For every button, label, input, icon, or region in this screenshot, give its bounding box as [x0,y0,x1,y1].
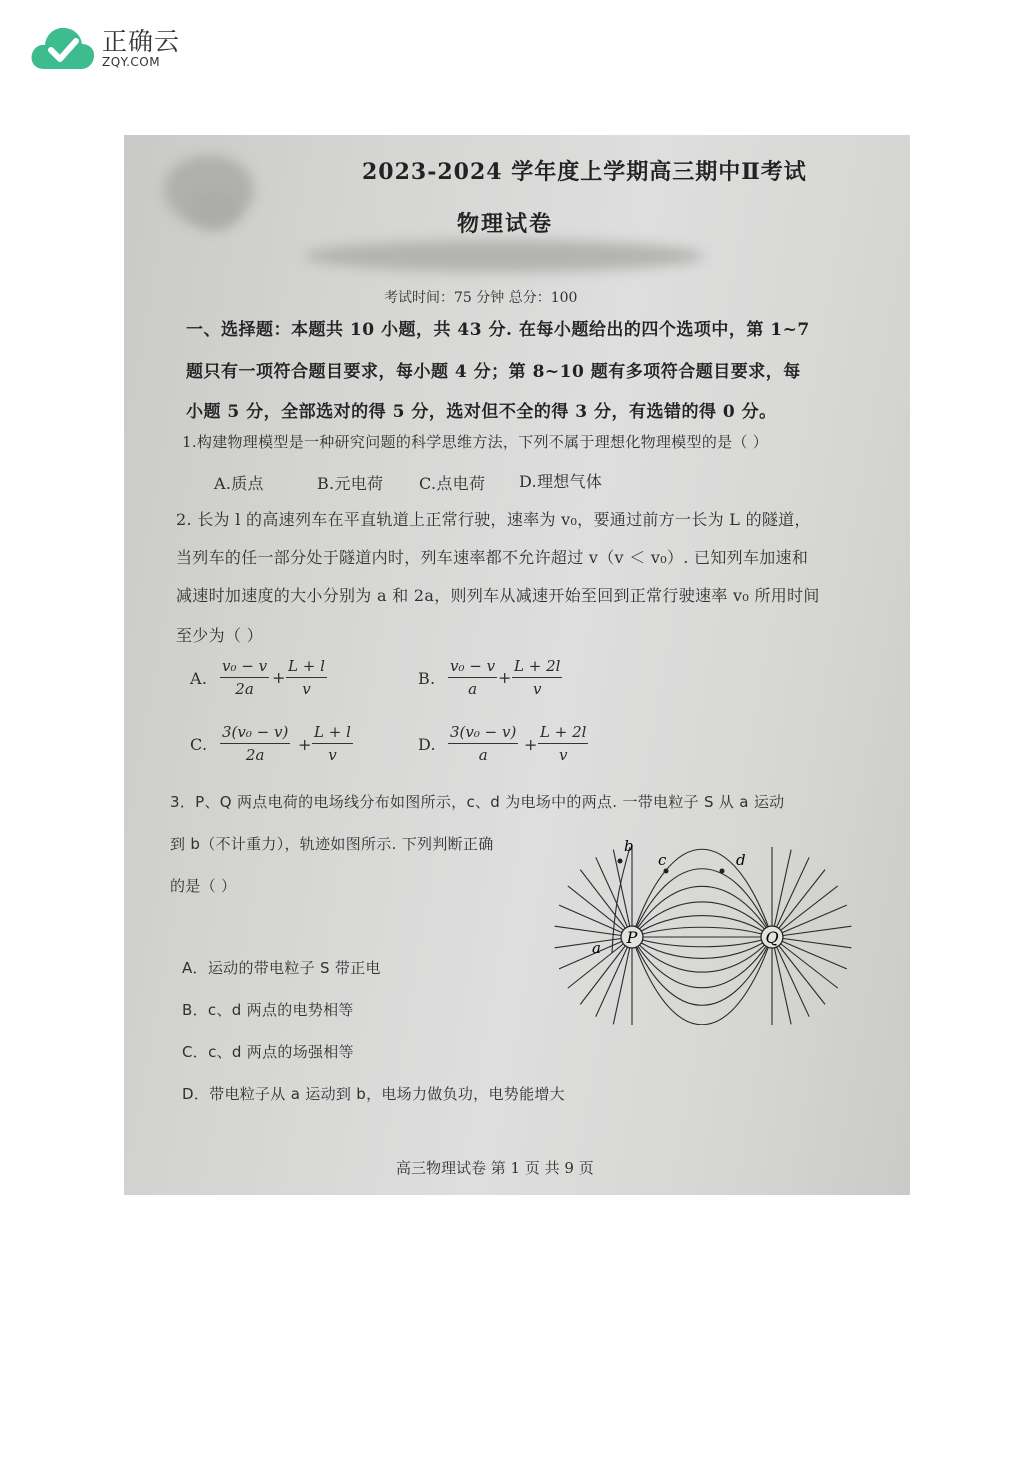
point-b-label: b [624,837,634,855]
point-a-label: a [592,939,601,957]
section-instruction-line: 题只有一项符合题目要求，每小题 4 分；第 8~10 题有多项符合题目要求，每 [186,362,801,382]
field-line [632,937,772,947]
question-1-stem: 1.构建物理模型是一种研究问题的科学思维方法，下列不属于理想化物理模型的是（ ） [182,433,769,451]
q2-option-b-fraction-2: $\frac{L + 2l}{v}$ [514,657,561,698]
q2-option-a-label: A. [190,669,208,688]
field-line [632,916,772,937]
q2-option-c-fraction-1: $\frac{\text{3(v₀ − v)}}{2a}$ [222,723,289,764]
point-marker [618,859,623,864]
brand-logo [30,22,180,74]
field-line [632,927,772,937]
q3-option-c: C．c、d 两点的场强相等 [182,1043,354,1061]
section-instruction-line: 一、选择题：本题共 10 小题，共 43 分. 在每小题给出的四个选项中，第 1~7 [186,320,810,340]
exam-title: 2023-2024 学年度上学期高三期中Ⅱ考试 [362,159,807,185]
q3-option-b: B．c、d 两点的电势相等 [182,1001,354,1019]
question-3-line: 3．P、Q 两点电荷的电场线分布如图所示，c、d 为电场中的两点. 一带电粒子 S 从 a 运动 [170,793,785,811]
q3-option-d: D．带电粒子从 a 运动到 b，电场力做负功，电势能增大 [182,1085,565,1103]
field-line [632,937,772,958]
point-c-label: c [658,851,667,869]
brand-name-en: ZQY.COM [102,54,161,69]
q2-option-d-fraction-2: $\frac{L + 2l}{v}$ [540,723,587,764]
q1-option-c: C.点电荷 [419,474,486,493]
cloud-check-icon [30,23,96,73]
field-line [632,849,772,937]
q2-option-b-label: B. [418,669,436,688]
charge-p-label: P [626,928,638,947]
page-footer: 高三物理试卷 第 1 页 共 9 页 [396,1159,594,1177]
exam-info: 考试时间：75 分钟 总分：100 [384,290,578,306]
charge-q-label: Q [765,928,779,947]
q1-option-a: A.质点 [214,474,264,493]
question-3-line: 的是（ ） [170,877,237,895]
question-2-line: 至少为（ ） [176,626,263,645]
field-line [632,937,772,988]
q2-option-c-label: C. [190,735,208,754]
electric-field-diagram [554,835,854,1029]
question-2-line: 2. 长为 l 的高速列车在平直轨道上正常行驶，速率为 v₀，要通过前方一长为 L 的隧道， [176,510,811,529]
plus-sign: + [298,735,312,754]
plus-sign: + [524,735,538,754]
plus-sign: + [498,668,512,687]
subject-title: 物理试卷 [457,211,554,237]
q2-option-d-label: D. [418,735,436,754]
question-3-line: 到 b（不计重力），轨迹如图所示. 下列判断正确 [170,835,494,853]
question-2-line: 减速时加速度的大小分别为 a 和 2a，则列车从减速开始至回到正常行驶速率 v₀ 所用时间 [176,586,820,605]
q2-option-a-fraction-2: $\frac{L + l}{v}$ [288,657,325,698]
q2-option-b-fraction-1: $\frac{\text{v₀ − v}}{a}$ [450,657,496,698]
field-line [632,886,772,937]
brand-name-cn: 正确云 [102,26,181,56]
exam-paper-photo [124,135,910,1195]
point-marker [664,869,669,874]
plus-sign: + [272,668,286,687]
q2-option-c-fraction-2: $\frac{L + l}{v}$ [314,723,351,764]
q1-option-b: B.元电荷 [317,474,384,493]
question-2-line: 当列车的任一部分处于隧道内时，列车速率都不允许超过 v（v ＜ v₀）. 已知列车加速和 [176,548,809,567]
q2-option-d-fraction-1: $\frac{\text{3(v₀ − v)}}{a}$ [450,723,517,764]
q1-option-d: D.理想气体 [519,472,603,491]
q2-option-a-fraction-1: $\frac{\text{v₀ − v}}{2a}$ [222,657,268,698]
redaction-blur [189,190,239,230]
q3-option-a: A．运动的带电粒子 S 带正电 [182,959,381,977]
point-d-label: d [736,851,746,869]
redaction-blur [304,240,704,272]
point-marker [720,869,725,874]
field-line [632,937,772,1025]
section-instruction-line: 小题 5 分，全部选对的得 5 分，选对但不全的得 3 分，有选错的得 0 分。 [186,402,777,422]
